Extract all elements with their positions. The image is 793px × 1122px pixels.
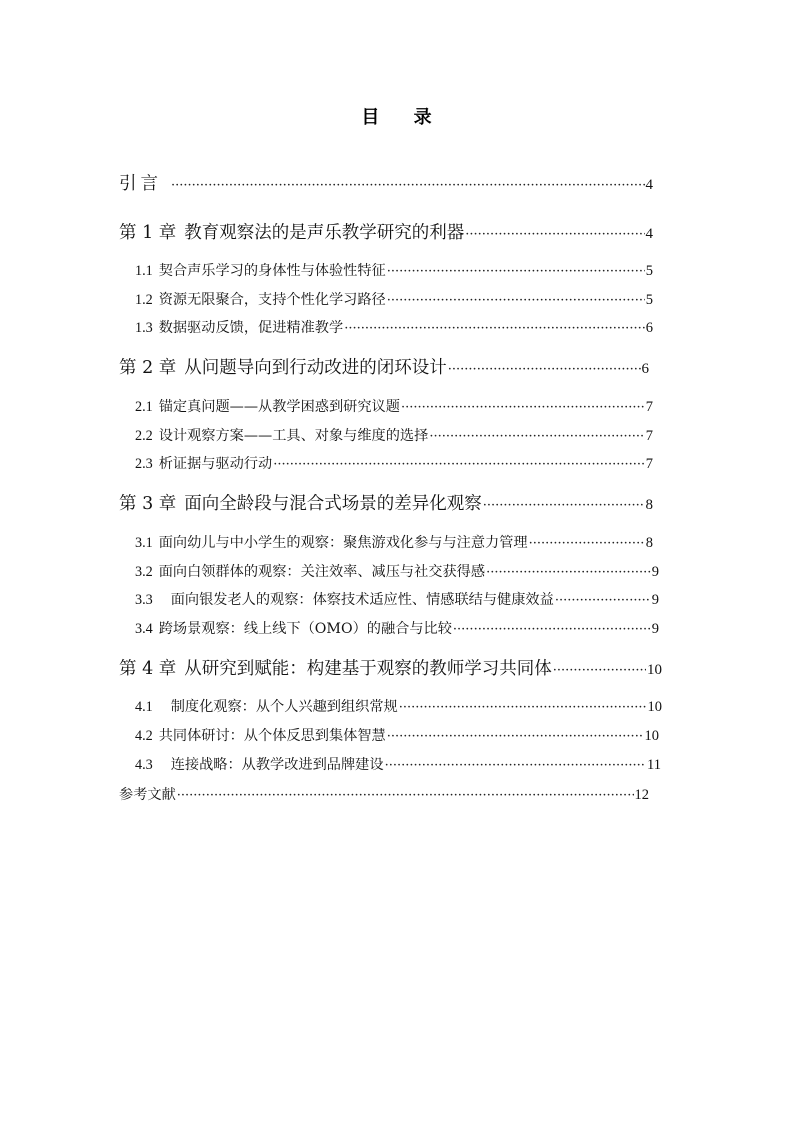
dot-leader	[448, 357, 641, 381]
toc-section-number: 1.1	[135, 263, 153, 279]
toc-page-number: 6	[641, 361, 649, 377]
toc-entry-label: 数据驱动反馈，促进精准教学	[158, 320, 344, 336]
toc-entry-section-3-4[interactable]	[135, 618, 659, 640]
toc-entry-section-3-1[interactable]	[135, 532, 653, 554]
toc-page-number: 7	[645, 399, 653, 415]
toc-entry-label: 面向幼儿与中小学生的观察：聚焦游戏化参与与注意力管理	[158, 535, 528, 551]
dot-leader	[385, 755, 646, 776]
dot-leader	[486, 562, 651, 583]
toc-entry-chapter-3[interactable]	[119, 491, 653, 517]
dot-leader	[344, 318, 645, 339]
dot-leader	[387, 261, 645, 282]
toc-entry-label: 从研究到赋能：构建基于观察的教师学习共同体	[184, 659, 552, 679]
toc-section-number: 2.3	[135, 456, 153, 472]
toc-section-number: 3.3	[135, 592, 153, 608]
toc-chapter-number: 第 1 章	[119, 223, 177, 243]
toc-entry-section-2-2[interactable]	[135, 425, 653, 447]
toc-entry-label: 析证据与驱动行动	[158, 456, 273, 472]
dot-leader	[465, 222, 644, 246]
toc-section-number: 4.1	[135, 699, 153, 715]
toc-page-number: 9	[651, 592, 659, 608]
toc-page-number: 10	[647, 699, 662, 715]
toc-section-number: 1.2	[135, 292, 153, 308]
toc-entry-chapter-4[interactable]	[119, 656, 662, 682]
dot-leader	[429, 426, 644, 447]
toc-entry-label: 契合声乐学习的身体性与体验性特征	[158, 263, 386, 279]
dot-leader	[387, 726, 644, 747]
toc-section-number: 1.3	[135, 320, 153, 336]
dot-leader	[555, 590, 651, 611]
toc-entry-label: 跨场景观察：线上线下（OMO）的融合与比较	[158, 621, 452, 637]
toc-entry-section-2-3[interactable]	[135, 453, 653, 475]
toc-entry-section-2-1[interactable]	[135, 396, 653, 418]
dot-leader	[273, 454, 645, 475]
toc-page-number: 6	[645, 320, 653, 336]
toc-page-number: 4	[645, 177, 653, 193]
toc-entry-label: 参考文献	[119, 787, 176, 803]
toc-entry-label: 锚定真问题——从教学困惑到研究议题	[158, 399, 400, 415]
toc-entry-section-1-3[interactable]	[135, 317, 653, 339]
toc-entry-section-4-1[interactable]	[135, 696, 662, 718]
toc-chapter-number: 第 4 章	[119, 659, 177, 679]
toc-page-number: 9	[651, 564, 659, 580]
toc-entry-section-1-1[interactable]	[135, 260, 653, 282]
toc-entry-section-4-2[interactable]	[135, 725, 659, 747]
toc-page-number: 7	[645, 428, 653, 444]
toc-entry-section-4-3[interactable]	[135, 754, 661, 776]
toc-page-number: 10	[644, 728, 659, 744]
dot-leader	[399, 697, 647, 718]
toc-entry-label: 从问题导向到行动改进的闭环设计	[184, 358, 447, 378]
toc-entry-label: 制度化观察：从个人兴趣到组织常规	[170, 699, 398, 715]
toc-entry-label: 面向全龄段与混合式场景的差异化观察	[184, 494, 482, 514]
toc-entry-label: 共同体研讨：从个体反思到集体智慧	[158, 728, 386, 744]
toc-section-number: 3.1	[135, 535, 153, 551]
toc-section-number: 4.3	[135, 757, 153, 773]
dot-leader	[483, 493, 645, 517]
toc-page-number: 10	[647, 662, 662, 678]
toc-entry-label: 连接战略：从教学改进到品牌建设	[170, 757, 384, 773]
toc-title: 目 录	[361, 107, 446, 128]
toc-entry-label: 面向白领群体的观察：关注效率、减压与社交获得感	[158, 564, 486, 580]
toc-entry-label: 设计观察方案——工具、对象与维度的选择	[158, 428, 429, 444]
toc-entry-label: 面向银发老人的观察：体察技术适应性、情感联结与健康效益	[170, 592, 554, 608]
dot-leader	[529, 533, 645, 554]
toc-page-number: 9	[651, 621, 659, 637]
toc-entry-section-3-2[interactable]	[135, 561, 659, 583]
toc-entry-introduction[interactable]	[119, 171, 653, 197]
dot-leader	[401, 397, 645, 418]
toc-entry-chapter-2[interactable]	[119, 355, 649, 381]
toc-entry-section-3-3[interactable]	[135, 589, 659, 611]
toc-entry-section-1-2[interactable]	[135, 289, 653, 311]
toc-section-number: 2.1	[135, 399, 153, 415]
toc-entry-label: 资源无限聚合，支持个性化学习路径	[158, 292, 386, 308]
toc-section-number: 3.4	[135, 621, 153, 637]
dot-leader	[177, 785, 634, 806]
toc-page-number: 7	[645, 456, 653, 472]
toc-page-number: 8	[645, 497, 653, 513]
toc-entry-references[interactable]	[119, 784, 649, 806]
dot-leader	[453, 619, 651, 640]
toc-page-number: 5	[645, 263, 653, 279]
toc-page-number: 12	[634, 787, 649, 803]
dot-leader	[171, 173, 645, 197]
toc-section-number: 4.2	[135, 728, 153, 744]
toc-chapter-number: 第 2 章	[119, 358, 177, 378]
toc-page-number: 11	[647, 757, 661, 773]
toc-page-number: 4	[645, 226, 653, 242]
toc-entry-chapter-1[interactable]	[119, 220, 653, 246]
dot-leader	[553, 658, 646, 682]
toc-page-number: 8	[645, 535, 653, 551]
toc-entry-label: 教育观察法的是声乐教学研究的利器	[184, 223, 465, 243]
toc-page-number: 5	[645, 292, 653, 308]
toc-entry-label: 引言	[119, 174, 162, 194]
dot-leader	[387, 290, 645, 311]
toc-section-number: 2.2	[135, 428, 153, 444]
toc-chapter-number: 第 3 章	[119, 494, 177, 514]
toc-section-number: 3.2	[135, 564, 153, 580]
